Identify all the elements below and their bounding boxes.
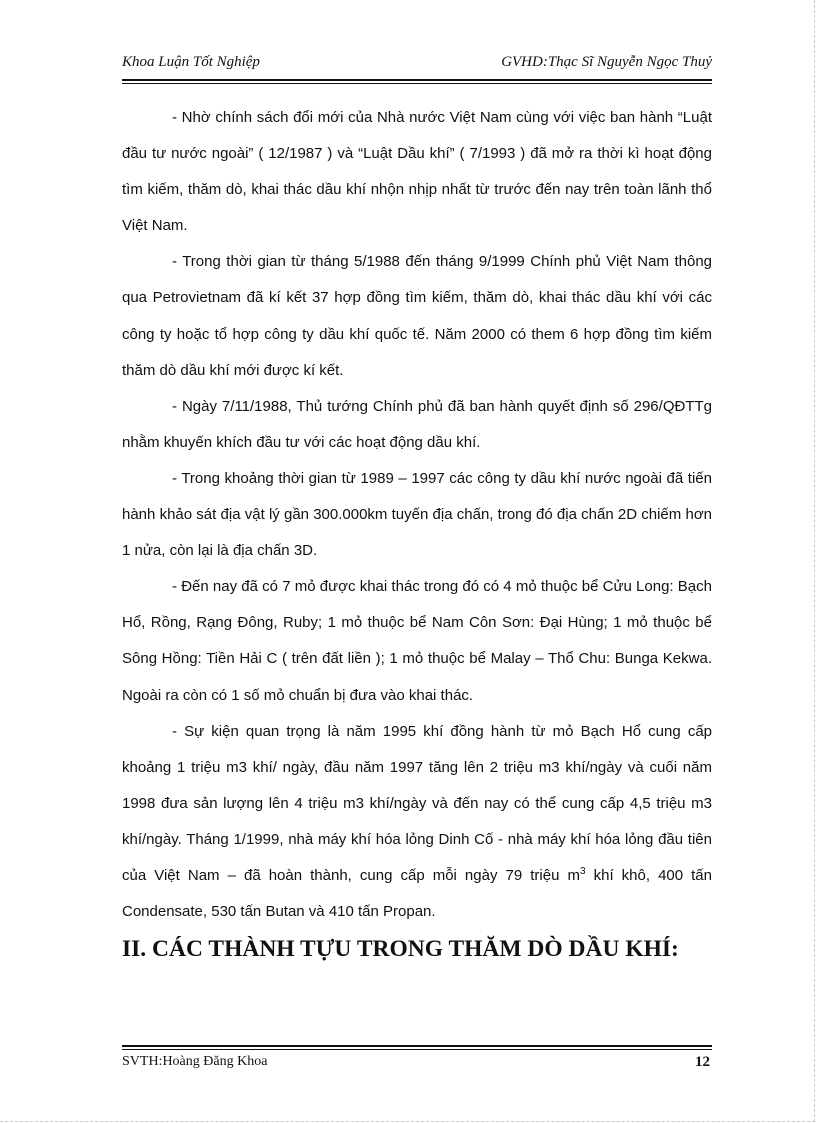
- page-number: 12: [695, 1054, 710, 1070]
- footer-student: SVTH:Hoàng Đăng Khoa: [122, 1054, 268, 1069]
- header-thesis-title: Khoa Luận Tốt Nghiệp: [122, 54, 260, 70]
- header-rule-thin: [122, 83, 712, 84]
- header-rule-thick: [122, 79, 712, 81]
- paragraph-1: - Nhờ chính sách đổi mới của Nhà nước Việt Nam cùng với việc ban hành “Luật đầu tư nước ngoài” ( 12/1987 ) và “Luật Dầu khí” ( 7/1993 ) đã mở ra thời kì hoạt động tìm kiếm, thăm dò, khai thác dầu khí nhộn nhịp nhất từ trước đến nay trên toàn lãnh thổ Việt Nam.: [122, 109, 712, 235]
- footer-rule-thick: [122, 1045, 712, 1047]
- page-footer: [122, 1054, 712, 1074]
- paragraph-6: [122, 714, 712, 931]
- page-header: [122, 54, 712, 76]
- paragraph-5: - Đến nay đã có 7 mỏ được khai thác trong đó có 4 mỏ thuộc bể Cửu Long: Bạch Hổ, Rồng, Rạng Đông, Ruby; 1 mỏ thuộc bể Nam Côn Sơn: Đại Hùng; 1 mỏ thuộc bể Sông Hồng: Tiền Hải C ( trên đất liền ); 1 mỏ thuộc bể Malay – Thổ Chu: Bunga Kekwa. Ngoài ra còn có 1 số mỏ chuẩn bị đưa vào khai thác.: [122, 578, 712, 704]
- paragraph-2: - Trong thời gian từ tháng 5/1988 đến tháng 9/1999 Chính phủ Việt Nam thông qua Petrovietnam đã kí kết 37 hợp đồng tìm kiếm, thăm dò, khai thác dầu khí với các công ty hoặc tổ hợp công ty dầu khí quốc tế. Năm 2000 có them 6 hợp đồng tìm kiếm thăm dò dầu khí mới được kí kết.: [122, 253, 712, 379]
- paragraph-4: - Trong khoảng thời gian từ 1989 – 1997 các công ty dầu khí nước ngoài đã tiến hành khảo sát địa vật lý gần 300.000km tuyến địa chấn, trong đó địa chấn 2D chiếm hơn 1 nửa, còn lại là địa chấn 3D.: [122, 469, 712, 560]
- header-supervisor: GVHD:Thạc Sĩ Nguyễn Ngọc Thuỷ: [501, 54, 712, 70]
- section-heading: II. CÁC THÀNH TỰU TRONG THĂM DÒ DẦU KHÍ:: [122, 936, 679, 963]
- paragraph-3: - Ngày 7/11/1988, Thủ tướng Chính phủ đã ban hành quyết định số 296/QĐTTg nhằm khuyến khích đầu tư với các hoạt động dầu khí.: [122, 397, 712, 451]
- footer-rule-thin: [122, 1049, 712, 1050]
- superscript-3: 3: [579, 865, 586, 877]
- paragraph-6-text-end: khí khô, 400 tấn Condensate, 530 tấn Butan và 410 tấn Propan.: [122, 866, 712, 921]
- paragraph-6-text: - Sự kiện quan trọng là năm 1995 khí đồng hành từ mỏ Bạch Hổ cung cấp khoảng 1 triệu m3 khí/ ngày, đầu năm 1997 tăng lên 2 triệu m3 khí/ngày và cuối năm 1998 đưa sản lượng lên 4 triệu m3 khí/ngày và đến nay có thể cung cấp 4,5 triệu m3 khí/ngày. Tháng 1/1999, nhà máy khí hóa lỏng Dinh Cố - nhà máy khí hóa lỏng đầu tiên của Việt Nam – đã hoàn thành, cung cấp mỗi ngày 79 triệu m: [122, 722, 712, 884]
- body-content: [122, 100, 712, 966]
